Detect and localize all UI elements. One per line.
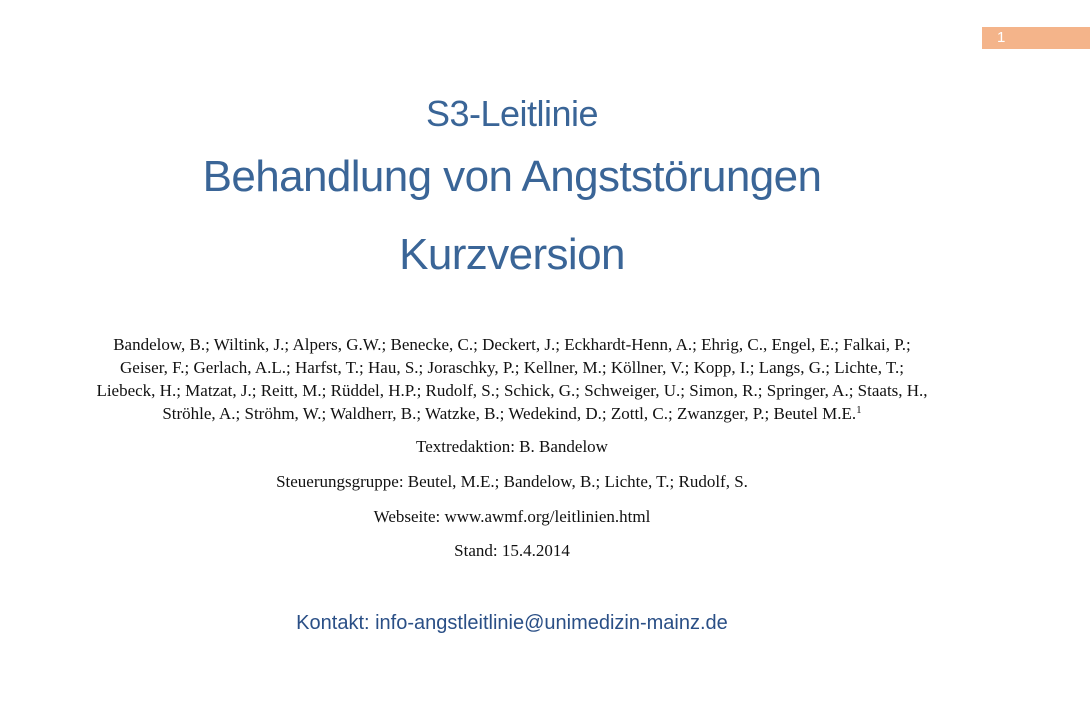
footnote-mark: 1	[856, 404, 862, 416]
author-line-2: Geiser, F.; Gerlach, A.L.; Harfst, T.; Hau, S.; Joraschky, P.; Kellner, M.; Köllner, V.; Kopp, I.; Langs, G.; Lichte, T.;	[120, 358, 904, 377]
author-list	[0, 333, 1024, 425]
author-line-3: Liebeck, H.; Matzat, J.; Reitt, M.; Rüddel, H.P.; Rudolf, S.; Schick, G.; Schweiger, U.; Simon, R.; Springer, A.; Staats, H.,	[96, 381, 928, 400]
textredaktion: Textredaktion: B. Bandelow	[416, 437, 608, 456]
title-line-1: S3-Leitlinie	[425, 93, 599, 134]
stand-date: Stand: 15.4.2014	[454, 541, 570, 560]
steuerungsgruppe: Steuerungsgruppe: Beutel, M.E.; Bandelow, B.; Lichte, T.; Rudolf, S.	[276, 472, 748, 491]
title-line-2: Behandlung von Angststörungen	[202, 152, 822, 201]
author-line-4-text: Ströhle, A.; Ströhm, W.; Waldherr, B.; Watzke, B.; Wedekind, D.; Zottl, C.; Zwanzger, P.; Beutel M.E.	[162, 404, 857, 423]
page-number-badge: 1	[982, 27, 1090, 49]
title-line-3: Kurzversion	[399, 230, 625, 279]
contact-email[interactable]: Kontakt: info-angstleitlinie@unimedizin-mainz.de	[296, 612, 728, 634]
author-line-1: Bandelow, B.; Wiltink, J.; Alpers, G.W.; Benecke, C.; Deckert, J.; Eckhardt-Henn, A.; Ehrig, C., Engel, E.; Falkai, P.;	[113, 335, 911, 354]
author-line-4	[0, 402, 1024, 425]
webseite: Webseite: www.awmf.org/leitlinien.html	[373, 507, 651, 526]
